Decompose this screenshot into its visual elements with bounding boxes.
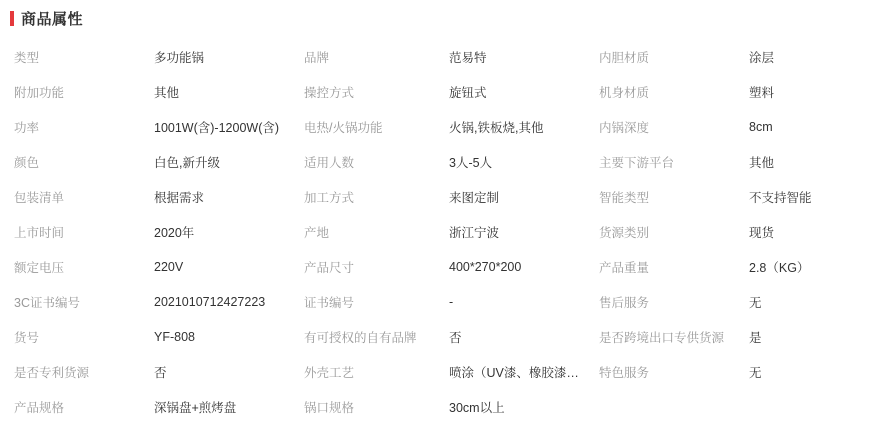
table-row — [14, 249, 873, 284]
page-title: 商品属性 — [21, 11, 84, 28]
attribute-value: 浙江宁波 — [449, 225, 500, 240]
attribute-key — [599, 389, 749, 424]
attribute-key: 是否跨境出口专供货源 — [599, 330, 725, 345]
attribute-key: 加工方式 — [304, 190, 355, 205]
attribute-group-3 — [599, 179, 849, 214]
attribute-group-3 — [599, 354, 849, 389]
attribute-group-1 — [14, 284, 304, 319]
attribute-value: 白色,新升级 — [154, 155, 220, 170]
attribute-key: 证书编号 — [304, 295, 355, 310]
attribute-key: 内胆材质 — [599, 50, 650, 65]
attribute-value: 深锅盘+煎烤盘 — [154, 400, 237, 415]
attribute-value: 其他 — [154, 85, 180, 100]
attribute-value: 无 — [749, 365, 762, 380]
attribute-key: 内锅深度 — [599, 120, 650, 135]
attribute-value: 2021010712427223 — [154, 294, 266, 309]
attribute-group-2 — [304, 284, 599, 319]
attribute-key: 包装清单 — [14, 190, 65, 205]
attribute-key: 产地 — [304, 225, 330, 240]
attribute-group-2 — [304, 354, 599, 389]
attribute-group-3 — [599, 389, 849, 424]
attribute-group-3 — [599, 39, 849, 74]
attribute-value: 无 — [749, 295, 762, 310]
attribute-key: 额定电压 — [14, 260, 65, 275]
attribute-group-1 — [14, 179, 304, 214]
attribute-group-3 — [599, 319, 849, 354]
attribute-group-2 — [304, 109, 599, 144]
attribute-group-2 — [304, 179, 599, 214]
attribute-value: 来图定制 — [449, 190, 500, 205]
attribute-key: 产品重量 — [599, 260, 650, 275]
attribute-value: 不支持智能 — [749, 190, 812, 205]
attribute-group-3 — [599, 74, 849, 109]
attribute-value: 400*270*200 — [449, 259, 522, 274]
attribute-key: 机身材质 — [599, 85, 650, 100]
attribute-group-2 — [304, 39, 599, 74]
attribute-value: 30cm以上 — [449, 400, 505, 415]
attribute-group-3 — [599, 214, 849, 249]
attribute-group-1 — [14, 354, 304, 389]
table-row — [14, 109, 873, 144]
attribute-group-3 — [599, 284, 849, 319]
attribute-key: 颜色 — [14, 155, 40, 170]
attribute-key: 操控方式 — [304, 85, 355, 100]
section-header — [0, 0, 885, 35]
attribute-group-2 — [304, 249, 599, 284]
attribute-group-1 — [14, 389, 304, 424]
attribute-key: 货源类别 — [599, 225, 650, 240]
attribute-key: 主要下游平台 — [599, 155, 675, 170]
attribute-group-1 — [14, 39, 304, 74]
attribute-group-3 — [599, 109, 849, 144]
accent-bar-icon — [10, 11, 14, 26]
attribute-key: 类型 — [14, 50, 40, 65]
attribute-value: 旋钮式 — [449, 85, 487, 100]
attribute-key: 电热/火锅功能 — [304, 120, 383, 135]
attribute-group-2 — [304, 144, 599, 179]
attribute-value: 火锅,铁板烧,其他 — [449, 120, 544, 135]
attribute-value: 多功能锅 — [154, 50, 205, 65]
attribute-value — [749, 389, 849, 424]
attribute-value: YF-808 — [154, 329, 195, 344]
attribute-group-1 — [14, 144, 304, 179]
attribute-key: 产品规格 — [14, 400, 65, 415]
attribute-value: 220V — [154, 259, 184, 274]
attribute-value: 否 — [154, 365, 167, 380]
attribute-group-2 — [304, 389, 599, 424]
attribute-group-1 — [14, 214, 304, 249]
attribute-value: 是 — [749, 330, 762, 345]
attribute-key: 上市时间 — [14, 225, 65, 240]
attribute-key: 外壳工艺 — [304, 365, 355, 380]
attribute-group-3 — [599, 144, 849, 179]
attribute-key: 锅口规格 — [304, 400, 355, 415]
table-row — [14, 144, 873, 179]
attribute-group-2 — [304, 319, 599, 354]
attribute-key: 智能类型 — [599, 190, 650, 205]
table-row — [14, 319, 873, 354]
attribute-group-1 — [14, 319, 304, 354]
table-row — [14, 39, 873, 74]
attribute-group-1 — [14, 109, 304, 144]
table-row — [14, 214, 873, 249]
table-row — [14, 354, 873, 389]
attribute-key: 货号 — [14, 330, 40, 345]
attribute-value: 8cm — [749, 119, 773, 134]
attribute-value: - — [449, 294, 454, 309]
attribute-key: 特色服务 — [599, 365, 650, 380]
attribute-key: 功率 — [14, 120, 40, 135]
attribute-key: 售后服务 — [599, 295, 650, 310]
attribute-value: 现货 — [749, 225, 775, 240]
attribute-group-2 — [304, 214, 599, 249]
attribute-value: 涂层 — [749, 50, 775, 65]
attribute-value: 根据需求 — [154, 190, 205, 205]
table-row — [14, 179, 873, 214]
attribute-group-3 — [599, 249, 849, 284]
attribute-group-2 — [304, 74, 599, 109]
attribute-key: 产品尺寸 — [304, 260, 355, 275]
attribute-group-1 — [14, 249, 304, 284]
attribute-value: 2.8（KG） — [749, 260, 810, 275]
attribute-key: 有可授权的自有品牌 — [304, 330, 417, 345]
table-row — [14, 284, 873, 319]
attribute-key: 3C证书编号 — [14, 295, 80, 310]
attribute-value: 塑料 — [749, 85, 775, 100]
attribute-key: 品牌 — [304, 50, 330, 65]
attribute-key: 附加功能 — [14, 85, 65, 100]
attribute-group-1 — [14, 74, 304, 109]
attribute-value: 2020年 — [154, 225, 195, 240]
attribute-value: 否 — [449, 330, 462, 345]
attribute-value: 喷涂（UV漆、橡胶漆… — [449, 365, 579, 380]
table-row — [14, 74, 873, 109]
attribute-value: 3人-5人 — [449, 155, 493, 170]
attribute-value: 1001W(含)-1200W(含) — [154, 120, 280, 135]
table-row — [14, 389, 873, 424]
attribute-value: 范易特 — [449, 50, 487, 65]
attributes-table — [0, 39, 885, 424]
attribute-value: 其他 — [749, 155, 775, 170]
attribute-key: 是否专利货源 — [14, 365, 90, 380]
attribute-key: 适用人数 — [304, 155, 355, 170]
